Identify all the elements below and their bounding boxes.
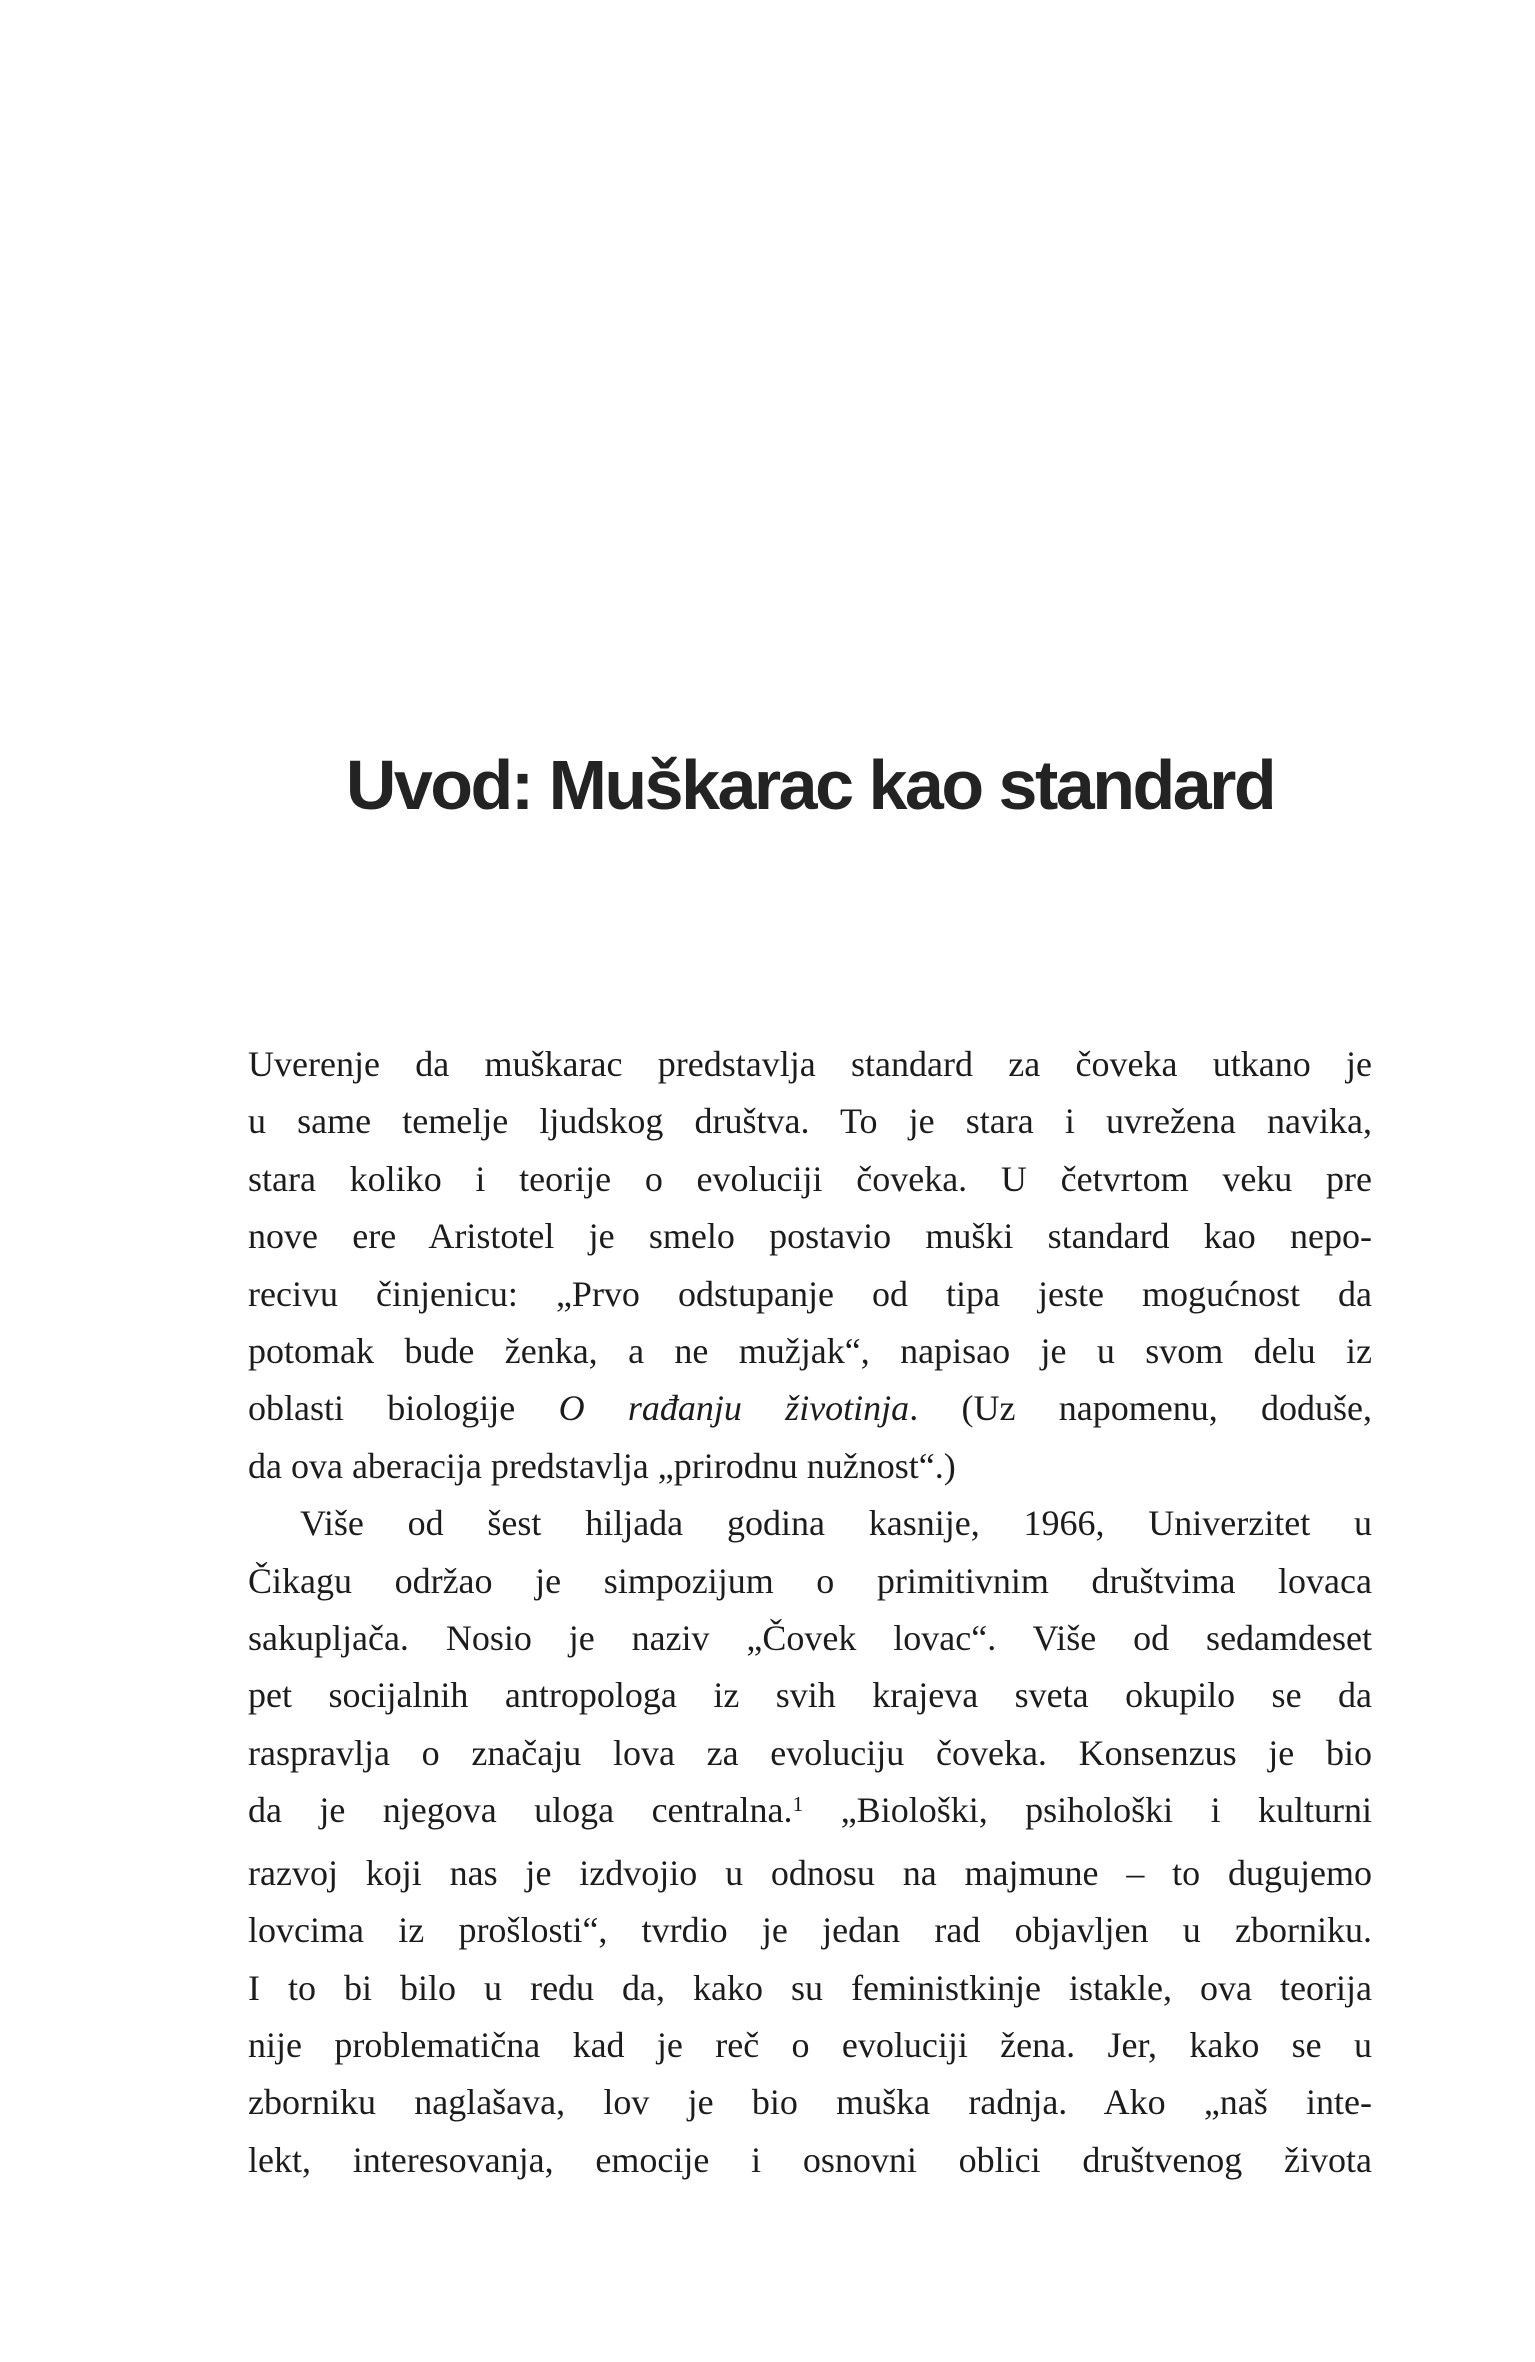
- text-run: u same temelje ljudskog društva. To je stara i uvrežena navika,: [248, 1101, 1372, 1142]
- text-line: [248, 2017, 1372, 2074]
- body-text: [248, 1036, 1372, 2189]
- text-run: potomak bude ženka, a ne mužjak“, napisao je u svom delu iz: [248, 1331, 1372, 1372]
- paragraph: [248, 1495, 1372, 2189]
- text-run: pet socijalnih antropologa iz svih krajeva sveta okupilo se da: [248, 1675, 1372, 1716]
- text-run: Više od šest hiljada godina kasnije, 1966, Univerzitet u: [300, 1503, 1372, 1544]
- text-line: [248, 1093, 1372, 1150]
- text-run: raspravlja o značaju lova za evoluciju čoveka. Konsenzus je bio: [248, 1732, 1372, 1773]
- text-line: [248, 1151, 1372, 1208]
- text-run: sakupljača. Nosio je naziv „Čovek lovac“. Više od sedamdeset: [248, 1618, 1372, 1659]
- text-line: [248, 1323, 1372, 1380]
- chapter-title: Uvod: Muškarac kao standard: [345, 746, 1275, 824]
- text-run: nije problematična kad je reč o evoluciji žena. Jer, kako se u: [248, 2024, 1372, 2065]
- text-run: „Biološki, psihološki i kulturni: [803, 1790, 1372, 1831]
- text-line: [248, 1960, 1372, 2017]
- footnote-reference: 1: [792, 1792, 804, 1817]
- text-line: [248, 1610, 1372, 1667]
- text-run: lekt, interesovanja, emocije i osnovni oblici društvenog života: [248, 2139, 1372, 2180]
- text-run: nove ere Aristotel je smelo postavio muški standard kao nepo-: [248, 1216, 1372, 1257]
- text-run: da ova aberacija predstavlja „prirodnu nužnost“.): [248, 1445, 956, 1486]
- text-line: [248, 1495, 1372, 1552]
- text-run: oblasti biologije: [248, 1388, 559, 1429]
- text-line: [248, 1725, 1372, 1782]
- text-run: razvoj koji nas je izdvojio u odnosu na majmune – to dugujemo: [248, 1852, 1372, 1893]
- text-run: lovcima iz prošlosti“, tvrdio je jedan rad objavljen u zborniku.: [248, 1910, 1372, 1951]
- text-run: recivu činjenicu: „Prvo odstupanje od tipa jeste mogućnost da: [248, 1273, 1372, 1314]
- text-run: da je njegova uloga centralna.: [248, 1790, 793, 1831]
- text-line: [248, 1782, 1372, 1844]
- text-run: zborniku naglašava, lov je bio muška radnja. Ako „naš inte-: [248, 2082, 1372, 2123]
- text-run: stara koliko i teorije o evoluciji čoveka. U četvrtom veku pre: [248, 1158, 1372, 1199]
- text-line: [248, 1438, 1372, 1495]
- text-line: [248, 1902, 1372, 1959]
- text-run: Uverenje da muškarac predstavlja standard za čoveka utkano je: [248, 1044, 1372, 1084]
- text-line: [248, 2132, 1372, 2189]
- text-run: . (Uz napomenu, doduše,: [909, 1388, 1372, 1429]
- italic-book-title: O rađanju životinja: [558, 1388, 910, 1429]
- text-line: [248, 1208, 1372, 1265]
- text-line: [248, 1553, 1372, 1610]
- text-line: [248, 1667, 1372, 1724]
- paragraph: [248, 1036, 1372, 1495]
- text-run: Čikagu održao je simpozijum o primitivnim društvima lovaca: [248, 1560, 1372, 1601]
- text-line: [248, 2074, 1372, 2131]
- text-line: [248, 1266, 1372, 1323]
- text-line: [248, 1845, 1372, 1902]
- text-line: [248, 1380, 1372, 1437]
- text-line: [248, 1036, 1372, 1093]
- text-run: I to bi bilo u redu da, kako su feministkinje istakle, ova teorija: [248, 1967, 1372, 2008]
